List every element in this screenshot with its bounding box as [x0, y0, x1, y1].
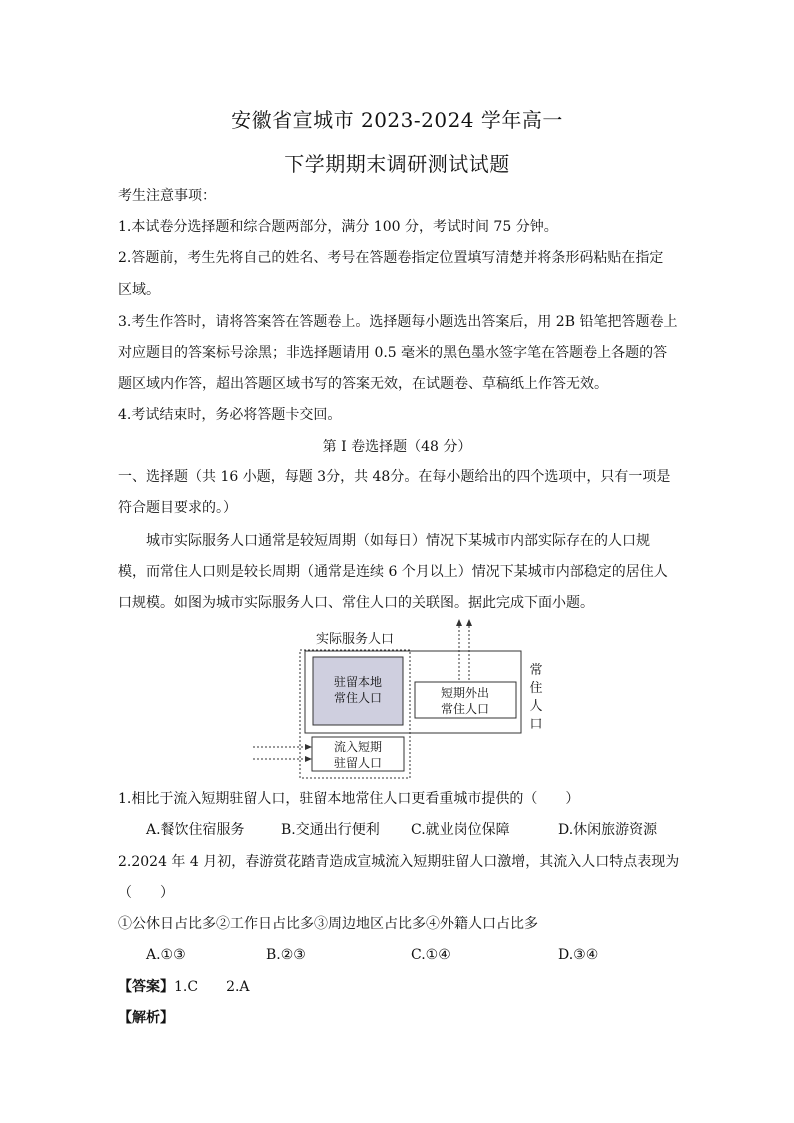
- q1-option-b[interactable]: B.交通出行便利: [281, 822, 380, 838]
- resident-label-char-4: 口: [529, 717, 543, 732]
- notice-item-2b: 区域。: [118, 282, 160, 298]
- section-instruction-a: 一、选择题（共 16 小题，每题 3分，共 48分。在每小题给出的四个选项中，只有一项是: [118, 469, 671, 485]
- answer-line: [118, 977, 250, 997]
- outgoing-resident-line-2: 常住人口: [440, 702, 490, 716]
- q1-option-d[interactable]: D.休闲旅游资源: [558, 822, 658, 838]
- notice-item-1: 1.本试卷分选择题和综合题两部分，满分 100 分，考试时间 75 分钟。: [118, 219, 558, 235]
- document-title-line-1: 安徽省宣城市 2023-2024 学年高一: [231, 108, 563, 132]
- q1-option-a[interactable]: A.餐饮住宿服务: [146, 822, 245, 838]
- local-resident-line-1: 驻留本地: [333, 675, 383, 689]
- question-1-stem: 1.相比于流入短期驻留人口，驻留本地常住人口更看重城市提供的（ ）: [118, 791, 580, 807]
- section-title: 第 I 卷选择题（48 分）: [322, 439, 472, 455]
- service-population-label: 实际服务人口: [315, 632, 395, 647]
- q1-option-c[interactable]: C.就业岗位保障: [411, 822, 510, 838]
- notice-item-3b: 对应题目的答案标号涂黑；非选择题请用 0.5 毫米的黑色墨水签字笔在答题卷上各题的答: [118, 345, 668, 361]
- inflow-arrows: [253, 744, 312, 762]
- question-2-paren: （ ）: [118, 885, 174, 901]
- question-2-stem: 2.2024 年 4 月初，春游赏花踏青造成宣城流入短期驻留人口激增，其流入人口特点表现为: [118, 854, 680, 870]
- notice-item-4: 4.考试结束时，务必将答题卡交回。: [118, 407, 342, 423]
- incoming-short-stay-line-1: 流入短期: [333, 740, 383, 754]
- question-1-options: [146, 820, 706, 840]
- local-resident-line-2: 常住人口: [333, 691, 383, 705]
- answer-value: 1.C 2.A: [174, 979, 250, 995]
- notice-heading: 考生注意事项：: [118, 188, 216, 204]
- q2-option-a[interactable]: A.①③: [146, 947, 186, 963]
- question-2-options: [146, 945, 706, 965]
- answer-label: 【答案】: [118, 979, 174, 995]
- question-2-items: ①公休日占比多②工作日占比多③周边地区占比多④外籍人口占比多: [118, 916, 538, 932]
- analysis-label: 【解析】: [118, 1010, 174, 1026]
- q2-option-d[interactable]: D.③④: [558, 947, 599, 963]
- passage-line-3: 口规模。如图为城市实际服务人口、常住人口的关联图。据此完成下面小题。: [118, 595, 594, 611]
- resident-label-char-3: 人: [529, 699, 543, 714]
- document-title-line-2: 下学期期末调研测试试题: [284, 152, 510, 176]
- outgoing-resident-line-1: 短期外出: [440, 686, 490, 700]
- resident-label-char-1: 常: [529, 663, 543, 678]
- passage-line-1: 城市实际服务人口通常是较短周期（如每日）情况下某城市内部实际存在的人口规: [146, 533, 650, 549]
- passage-line-2: 模，而常住人口则是较长周期（通常是连续 6 个月以上）情况下某城市内部稳定的居住人: [118, 564, 668, 580]
- outflow-arrows: [456, 619, 472, 680]
- q2-option-b[interactable]: B.②③: [266, 947, 306, 963]
- notice-item-3c: 题区域内作答，超出答题区域书写的答案无效，在试题卷、草稿纸上作答无效。: [118, 376, 608, 392]
- q2-option-c[interactable]: C.①④: [411, 947, 451, 963]
- resident-label-char-2: 住: [529, 681, 543, 696]
- incoming-short-stay-line-2: 驻留人口: [333, 756, 383, 770]
- section-instruction-b: 符合题目要求的。）: [118, 500, 237, 516]
- population-relationship-diagram: [250, 618, 560, 786]
- notice-item-3a: 3.考生作答时，请将答案答在答题卷上。选择题每小题选出答案后，用 2B 铅笔把答题卷上: [118, 314, 678, 330]
- notice-item-2a: 2.答题前，考生先将自己的姓名、考号在答题卷指定位置填写清楚并将条形码粘贴在指定: [118, 250, 664, 266]
